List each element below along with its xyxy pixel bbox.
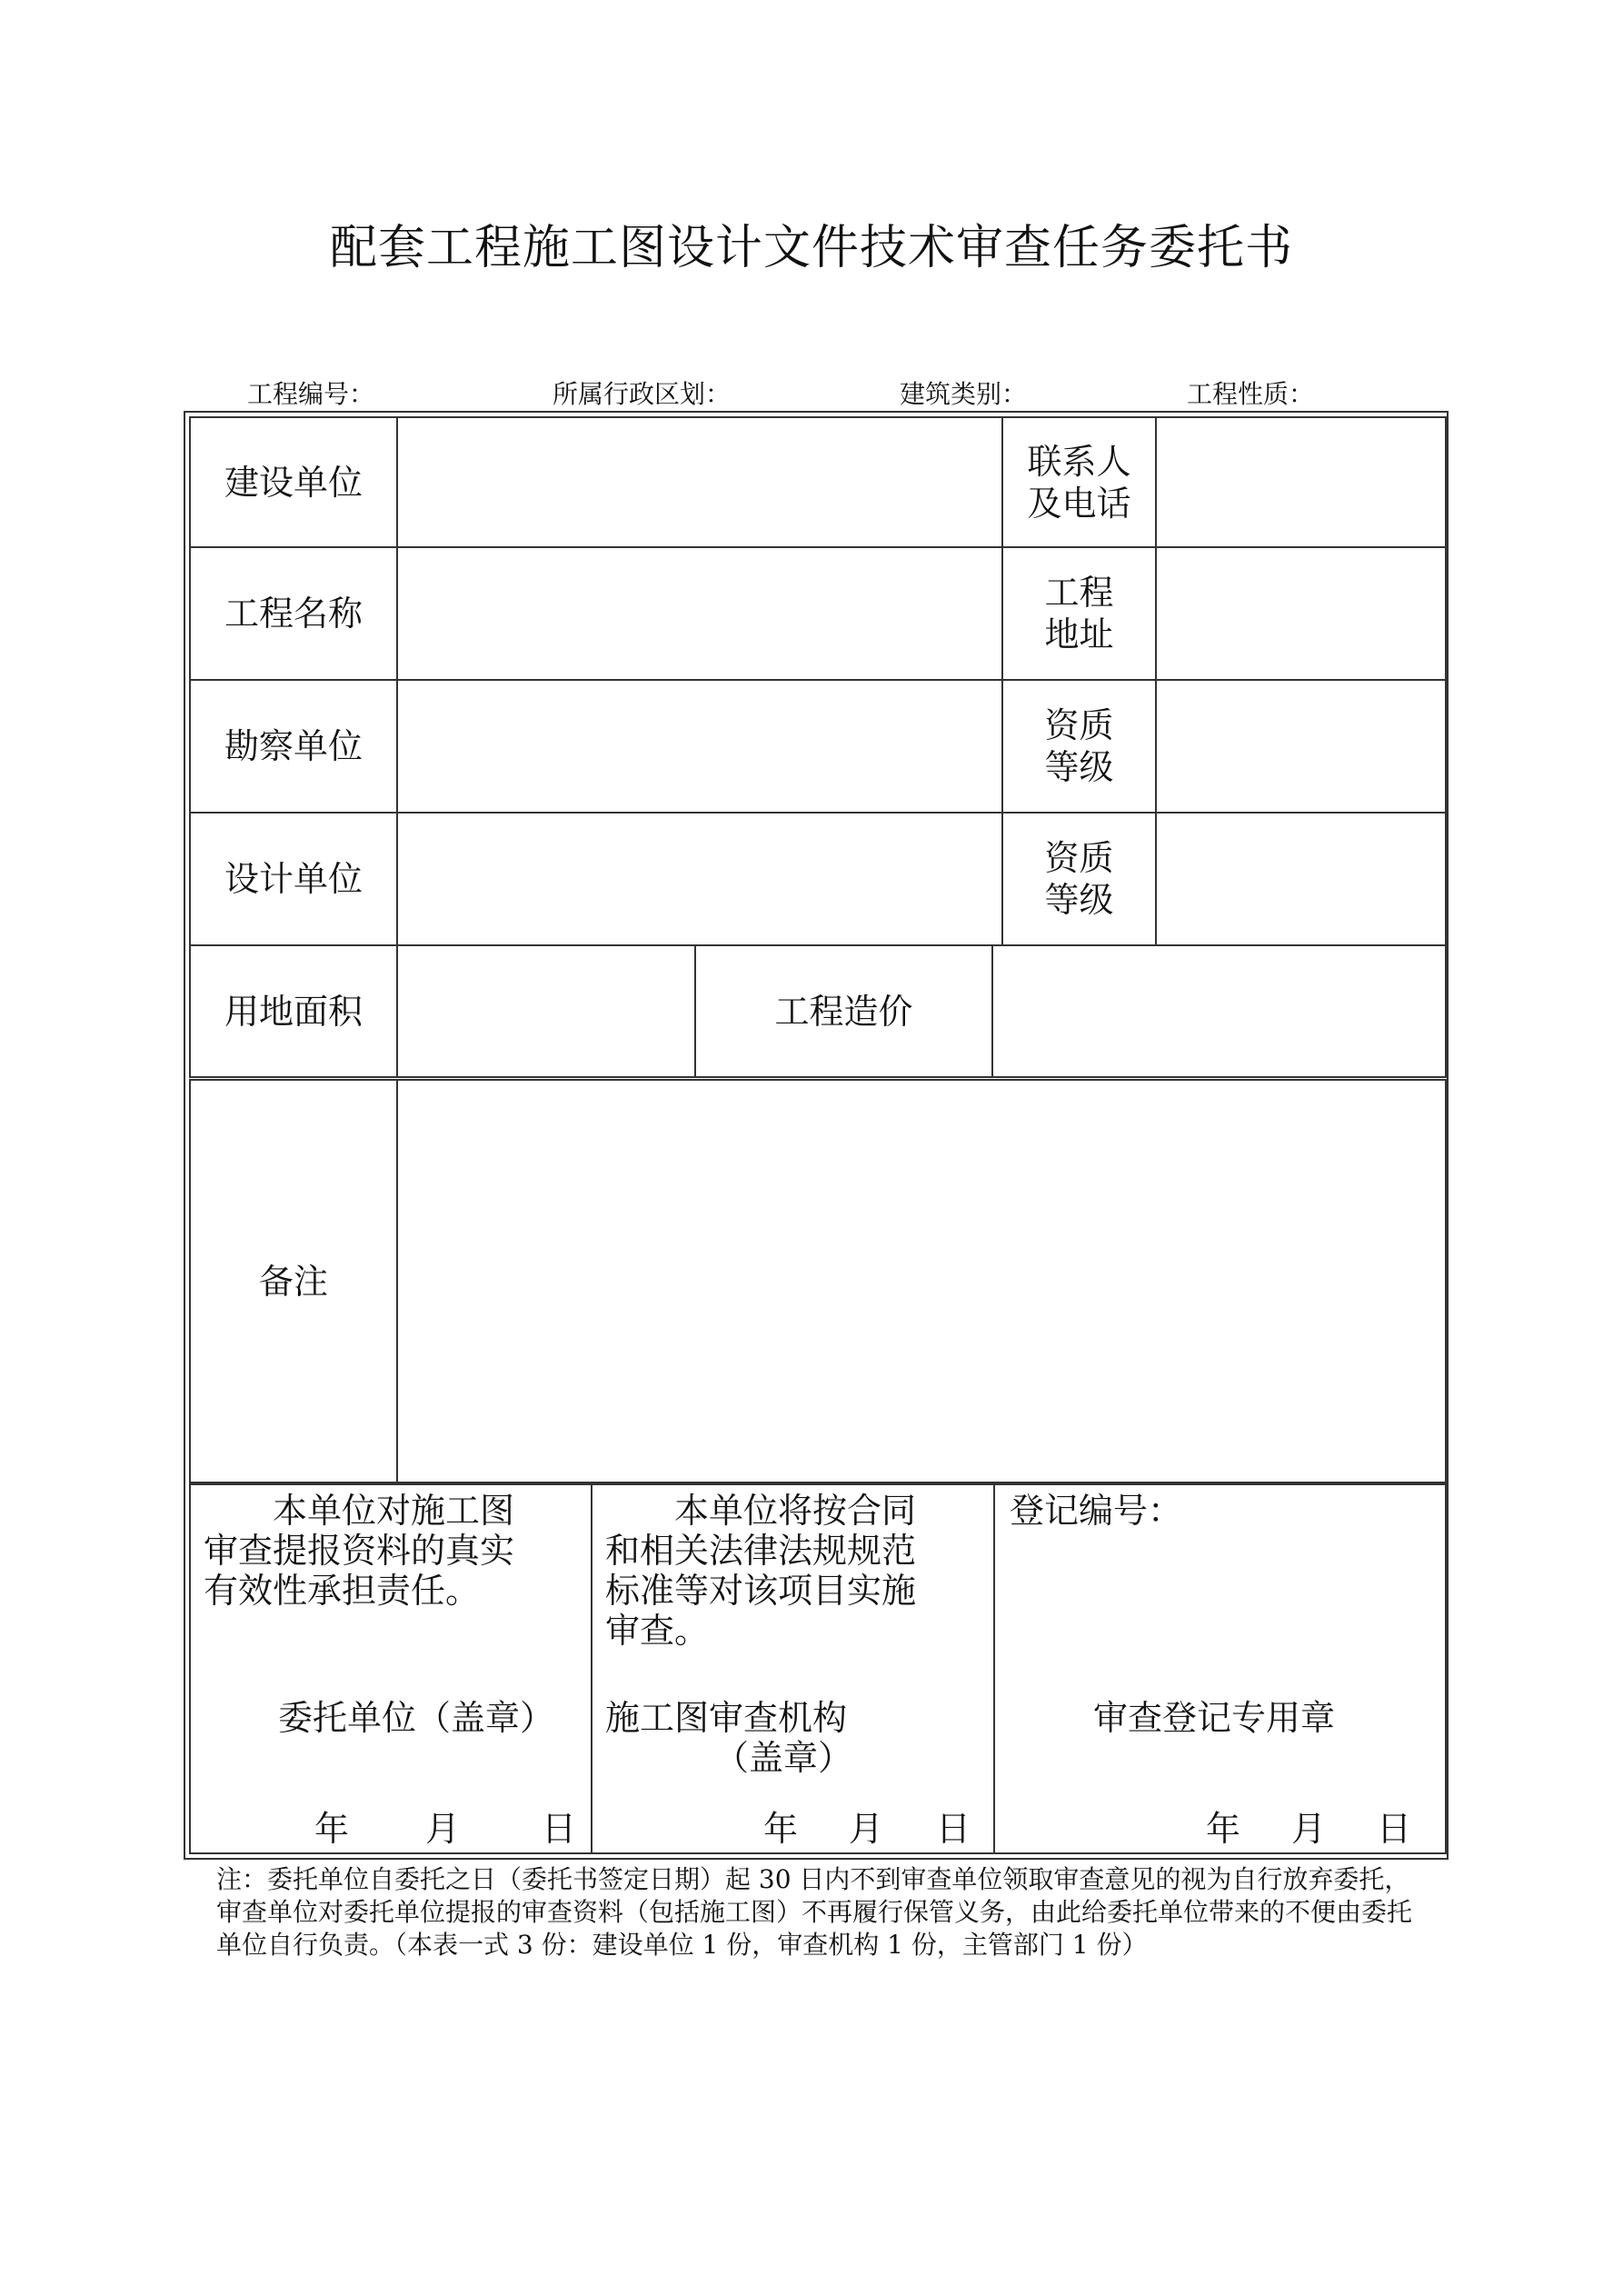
land-area-field[interactable] bbox=[396, 944, 696, 1078]
client-seal-label: 委托单位（盖章） bbox=[278, 1698, 555, 1738]
design-unit-label: 设计单位 bbox=[189, 812, 398, 946]
project-nature-label: 工程性质： bbox=[1187, 379, 1315, 409]
project-cost-label: 工程造价 bbox=[694, 944, 993, 1078]
design-unit-field[interactable] bbox=[396, 812, 1003, 946]
project-address-field[interactable] bbox=[1155, 546, 1447, 681]
client-commitment-text: 本单位对施工图 审查提报资料的真实 有效性承担责任。 bbox=[204, 1491, 515, 1611]
review-agency-seal-sublabel: （盖章） bbox=[714, 1738, 853, 1778]
remarks-field[interactable] bbox=[396, 1079, 1447, 1483]
review-agency-seal-label: 施工图审查机构 bbox=[605, 1698, 848, 1738]
project-name-field[interactable] bbox=[396, 546, 1003, 681]
registration-seal-label: 审查登记专用章 bbox=[1093, 1698, 1336, 1738]
document-title: 配套工程施工图设计文件技术审查任务委托书 bbox=[329, 221, 1293, 275]
project-address-label: 工程 地址 bbox=[1001, 546, 1157, 681]
survey-qualification-label: 资质 等级 bbox=[1001, 679, 1157, 814]
registration-day-label: 日 bbox=[1377, 1809, 1412, 1849]
design-qualification-field[interactable] bbox=[1155, 812, 1447, 946]
form-table bbox=[184, 411, 1449, 1860]
registration-cell bbox=[993, 1483, 1447, 1854]
contact-phone-label: 联系人 及电话 bbox=[1001, 416, 1157, 548]
remarks-label: 备注 bbox=[189, 1079, 398, 1483]
client-day-label: 日 bbox=[542, 1809, 577, 1849]
agency-year-label: 年 bbox=[763, 1809, 799, 1849]
survey-unit-field[interactable] bbox=[396, 679, 1003, 814]
client-year-label: 年 bbox=[314, 1809, 350, 1849]
review-agency-cell bbox=[591, 1483, 995, 1854]
contact-phone-field[interactable] bbox=[1155, 416, 1447, 548]
construction-unit-label: 建设单位 bbox=[189, 416, 398, 548]
agency-month-label: 月 bbox=[849, 1809, 884, 1849]
project-name-label: 工程名称 bbox=[189, 546, 398, 681]
district-label: 所属行政区划： bbox=[553, 379, 732, 409]
project-cost-field[interactable] bbox=[991, 944, 1447, 1078]
building-category-label: 建筑类别： bbox=[900, 379, 1028, 409]
client-commitment-cell bbox=[189, 1483, 592, 1854]
project-number-label: 工程编号： bbox=[247, 379, 375, 409]
footnote: 注：委托单位自委托之日（委托书签定日期）起 30 日内不到审查单位领取审查意见的视为自行放弃委托，审查单位对委托单位提报的审查资料（包括施工图）不再履行保管义务，由此给委托单位带来的不便由委托单位自行负责。（本表一式 3 份：建设单位 1 份，审查机构 1 份，主管部门 1 份） bbox=[216, 1864, 1413, 1960]
land-area-label: 用地面积 bbox=[189, 944, 398, 1078]
construction-unit-field[interactable] bbox=[396, 416, 1003, 548]
design-qualification-label: 资质 等级 bbox=[1001, 812, 1157, 946]
survey-qualification-field[interactable] bbox=[1155, 679, 1447, 814]
agency-day-label: 日 bbox=[936, 1809, 971, 1849]
client-month-label: 月 bbox=[425, 1809, 461, 1849]
registration-year-label: 年 bbox=[1206, 1809, 1241, 1849]
review-agency-commitment-text: 本单位将按合同 和相关法律法规规范 标准等对该项目实施 审查。 bbox=[605, 1491, 917, 1651]
survey-unit-label: 勘察单位 bbox=[189, 679, 398, 814]
registration-number-label: 登记编号： bbox=[1010, 1491, 1183, 1531]
registration-month-label: 月 bbox=[1291, 1809, 1327, 1849]
